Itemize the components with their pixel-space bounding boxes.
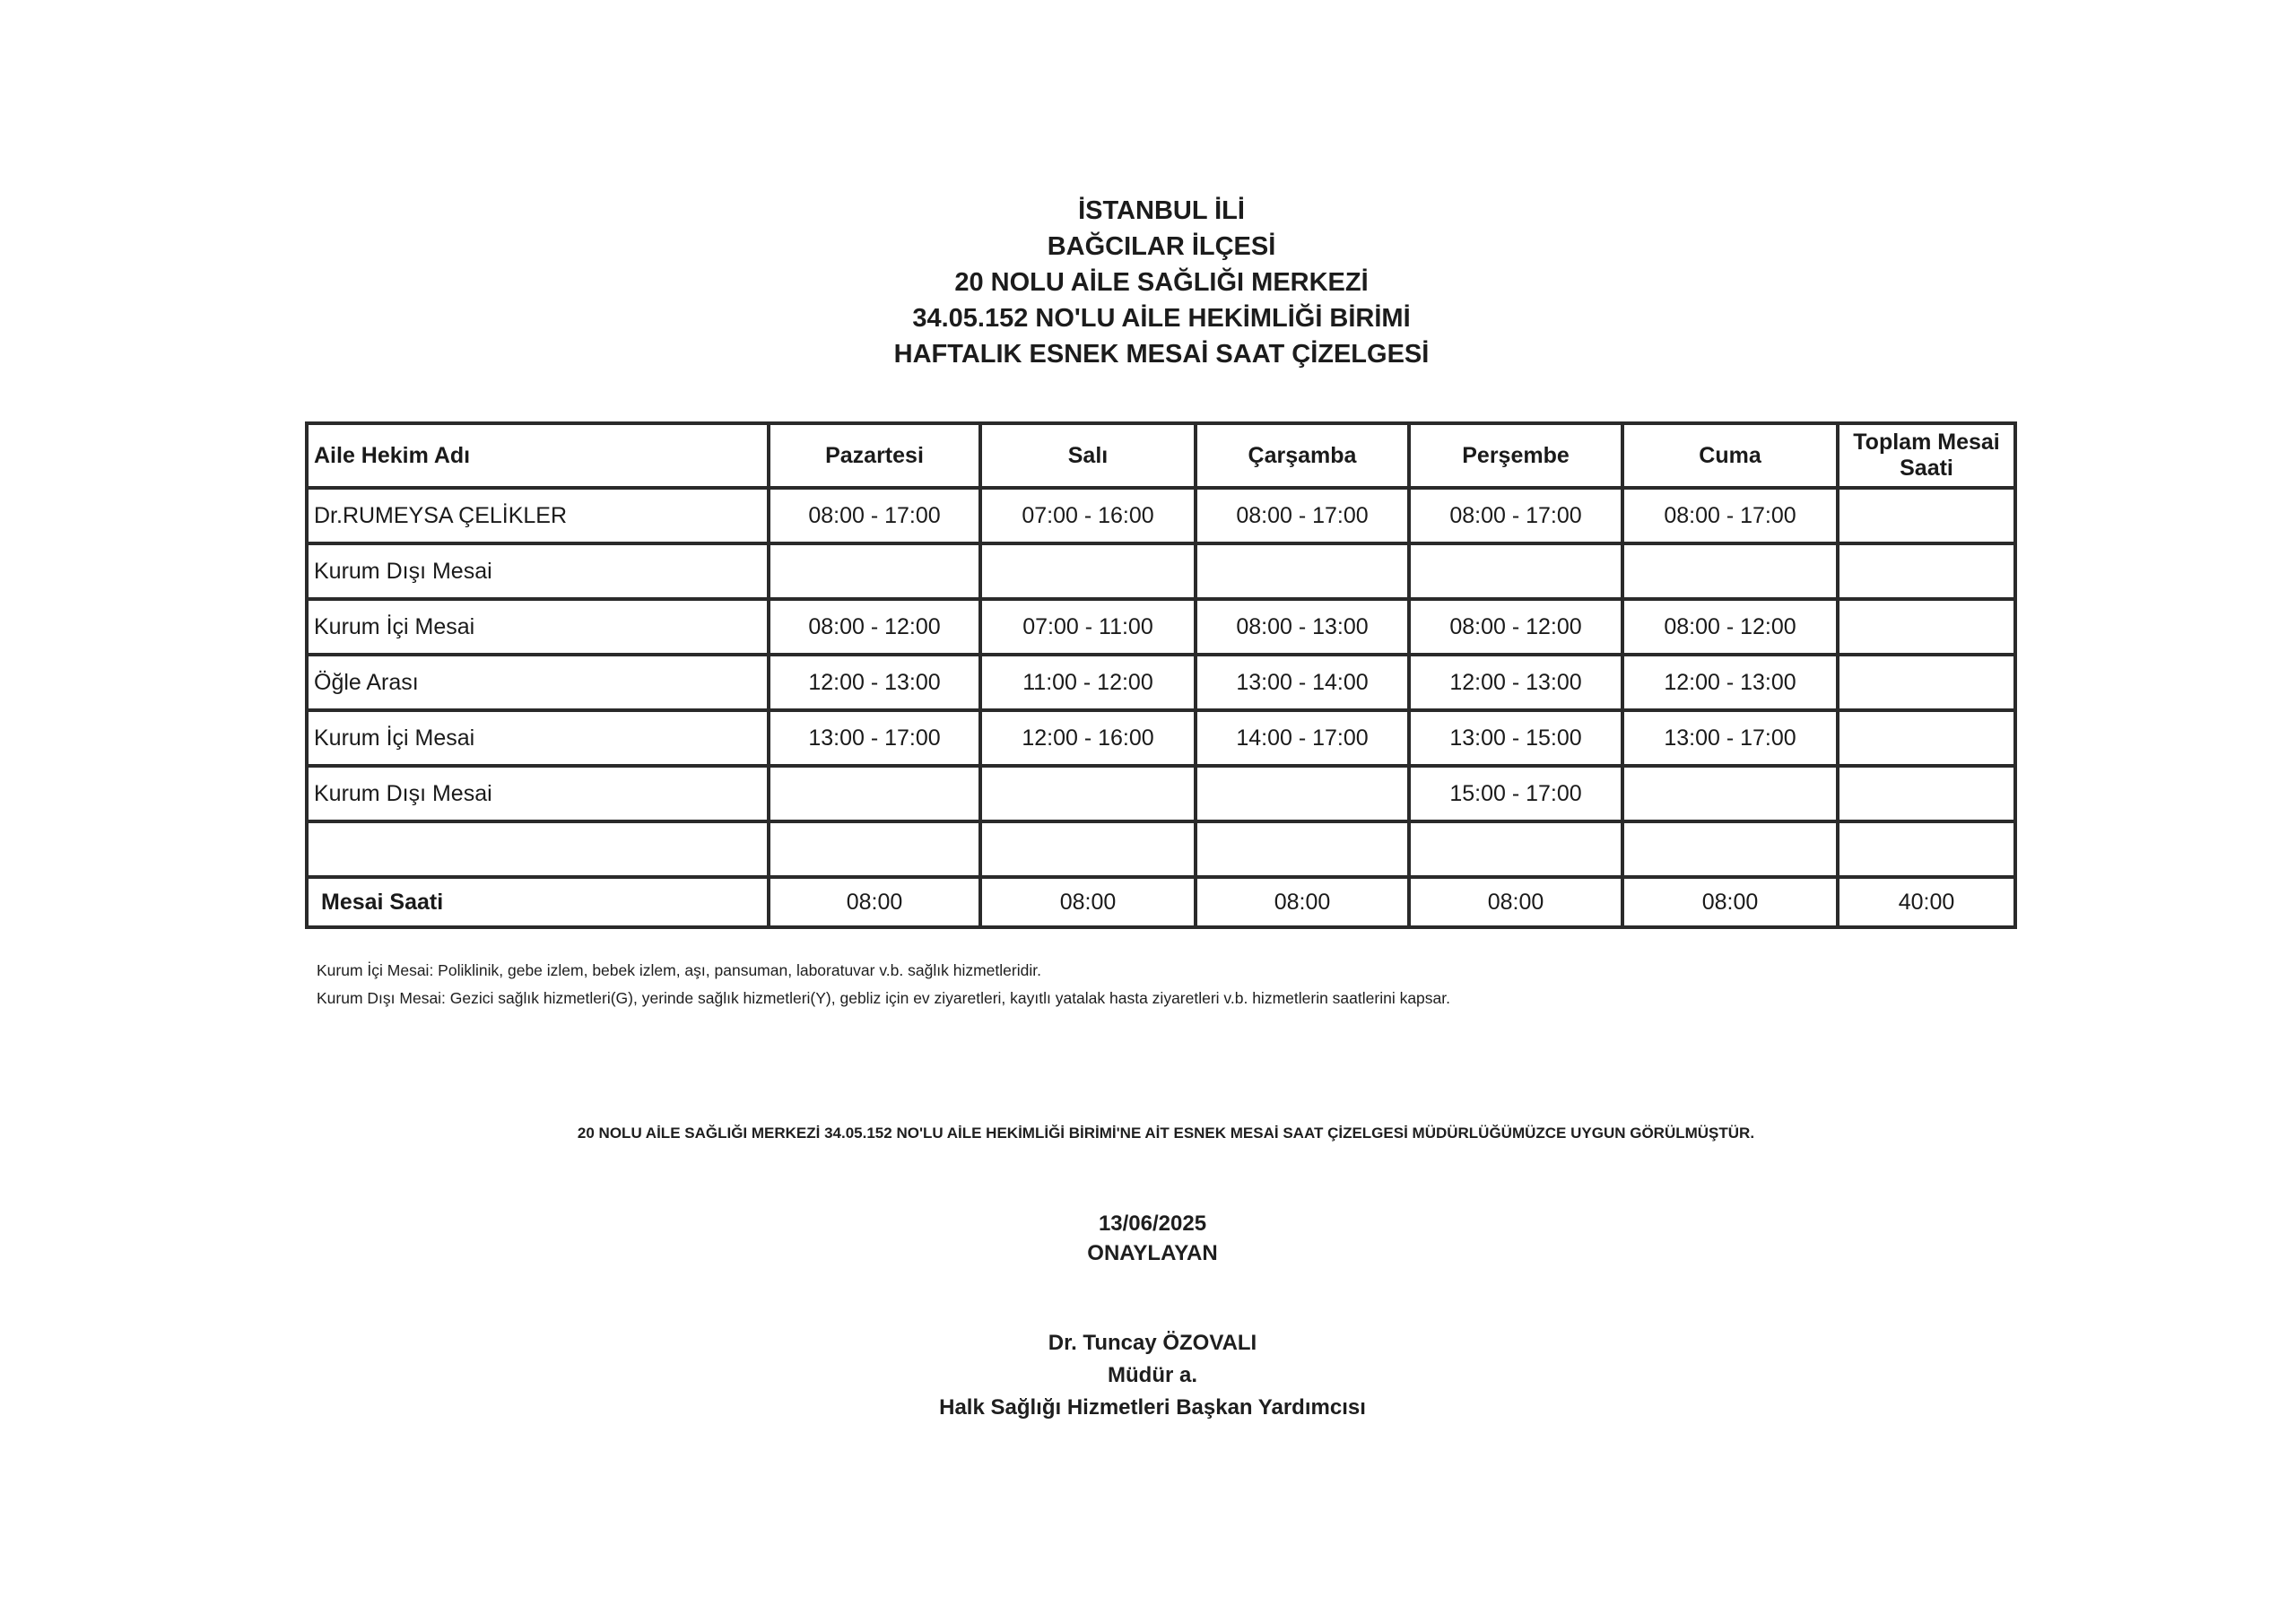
cell-total (1838, 488, 2015, 543)
total-thursday: 08:00 (1409, 877, 1622, 927)
document-header (0, 193, 2296, 372)
table-row (307, 766, 2015, 821)
table-row (307, 488, 2015, 543)
footnotes (317, 957, 1450, 1012)
table-header-row (307, 423, 2015, 488)
cell-wednesday (1196, 543, 1409, 599)
cell-tuesday: 07:00 - 11:00 (980, 599, 1196, 655)
table-row (307, 710, 2015, 766)
header-schedule-title: HAFTALIK ESNEK MESAİ SAAT ÇİZELGESİ (893, 340, 1430, 369)
cell-friday: 08:00 - 17:00 (1622, 488, 1838, 543)
cell-wednesday: 14:00 - 17:00 (1196, 710, 1409, 766)
col-header-friday: Cuma (1622, 423, 1838, 488)
cell-thursday: 15:00 - 17:00 (1409, 766, 1622, 821)
schedule-table (305, 421, 2017, 929)
cell-monday (769, 821, 980, 877)
note-internal-hours: Kurum İçi Mesai: Poliklinik, gebe izlem, bebek izlem, aşı, pansuman, laboratuvar v.b. sağlık hizmetleridir. (317, 961, 1041, 979)
col-header-wednesday: Çarşamba (1196, 423, 1409, 488)
cell-wednesday: 13:00 - 14:00 (1196, 655, 1409, 710)
cell-thursday: 13:00 - 15:00 (1409, 710, 1622, 766)
row-label: Kurum İçi Mesai (307, 599, 769, 655)
col-header-monday: Pazartesi (769, 423, 980, 488)
row-label (307, 821, 769, 877)
cell-monday (769, 543, 980, 599)
total-row-label: Mesai Saati (307, 877, 769, 927)
cell-tuesday (980, 766, 1196, 821)
total-hours-row (307, 877, 2015, 927)
cell-monday: 12:00 - 13:00 (769, 655, 980, 710)
row-label: Öğle Arası (307, 655, 769, 710)
row-label: Kurum Dışı Mesai (307, 766, 769, 821)
cell-monday: 08:00 - 12:00 (769, 599, 980, 655)
total-wednesday: 08:00 (1196, 877, 1409, 927)
cell-wednesday: 08:00 - 13:00 (1196, 599, 1409, 655)
row-label: Dr.RUMEYSA ÇELİKLER (307, 488, 769, 543)
signatory-name: Dr. Tuncay ÖZOVALI (1048, 1331, 1257, 1355)
cell-friday (1622, 766, 1838, 821)
cell-friday (1622, 543, 1838, 599)
cell-thursday: 08:00 - 17:00 (1409, 488, 1622, 543)
cell-total (1838, 766, 2015, 821)
table-row (307, 543, 2015, 599)
approval-date-block (0, 1209, 2296, 1268)
cell-total (1838, 710, 2015, 766)
signature-block (0, 1327, 2296, 1424)
cell-thursday (1409, 543, 1622, 599)
cell-tuesday: 11:00 - 12:00 (980, 655, 1196, 710)
col-header-tuesday: Salı (980, 423, 1196, 488)
header-unit: 34.05.152 NO'LU AİLE HEKİMLİĞİ BİRİMİ (912, 304, 1411, 333)
cell-tuesday: 12:00 - 16:00 (980, 710, 1196, 766)
cell-total (1838, 821, 2015, 877)
cell-total (1838, 599, 2015, 655)
table-row (307, 655, 2015, 710)
header-district: BAĞCILAR İLÇESİ (1047, 232, 1276, 261)
cell-wednesday (1196, 821, 1409, 877)
approval-statement (0, 1125, 2296, 1142)
cell-wednesday: 08:00 - 17:00 (1196, 488, 1409, 543)
cell-thursday: 12:00 - 13:00 (1409, 655, 1622, 710)
cell-monday: 13:00 - 17:00 (769, 710, 980, 766)
cell-monday: 08:00 - 17:00 (769, 488, 980, 543)
cell-friday: 13:00 - 17:00 (1622, 710, 1838, 766)
signatory-title: Müdür a. (1108, 1363, 1197, 1387)
total-monday: 08:00 (769, 877, 980, 927)
total-tuesday: 08:00 (980, 877, 1196, 927)
cell-friday (1622, 821, 1838, 877)
signatory-position: Halk Sağlığı Hizmetleri Başkan Yardımcısı (939, 1395, 1366, 1420)
approval-text: 20 NOLU AİLE SAĞLIĞI MERKEZİ 34.05.152 NO'LU AİLE HEKİMLİĞİ BİRİMİ'NE AİT ESNEK MESAİ SAAT ÇİZELGESİ MÜDÜRLÜĞÜMÜZCE UYGUN GÖRÜLMÜŞTÜR. (577, 1125, 1755, 1142)
col-header-total: Toplam Mesai Saati (1838, 423, 2015, 488)
cell-friday: 08:00 - 12:00 (1622, 599, 1838, 655)
table-row (307, 599, 2015, 655)
col-header-doctor: Aile Hekim Adı (307, 423, 769, 488)
total-weekly: 40:00 (1838, 877, 2015, 927)
cell-total (1838, 543, 2015, 599)
cell-tuesday (980, 821, 1196, 877)
table-row (307, 821, 2015, 877)
col-header-thursday: Perşembe (1409, 423, 1622, 488)
header-health-center: 20 NOLU AİLE SAĞLIĞI MERKEZİ (954, 268, 1369, 297)
cell-monday (769, 766, 980, 821)
approval-date: 13/06/2025 (1098, 1211, 1207, 1236)
approver-label: ONAYLAYAN (1087, 1241, 1218, 1265)
note-external-hours: Kurum Dışı Mesai: Gezici sağlık hizmetleri(G), yerinde sağlık hizmetleri(Y), gebliz için ev ziyaretleri, kayıtlı yatalak hasta ziyaretleri v.b. hizmetlerin saatlerini kapsar. (317, 989, 1450, 1007)
cell-thursday: 08:00 - 12:00 (1409, 599, 1622, 655)
cell-total (1838, 655, 2015, 710)
row-label: Kurum Dışı Mesai (307, 543, 769, 599)
total-friday: 08:00 (1622, 877, 1838, 927)
cell-wednesday (1196, 766, 1409, 821)
cell-thursday (1409, 821, 1622, 877)
cell-tuesday: 07:00 - 16:00 (980, 488, 1196, 543)
header-province: İSTANBUL İLİ (1078, 196, 1245, 225)
row-label: Kurum İçi Mesai (307, 710, 769, 766)
cell-tuesday (980, 543, 1196, 599)
cell-friday: 12:00 - 13:00 (1622, 655, 1838, 710)
